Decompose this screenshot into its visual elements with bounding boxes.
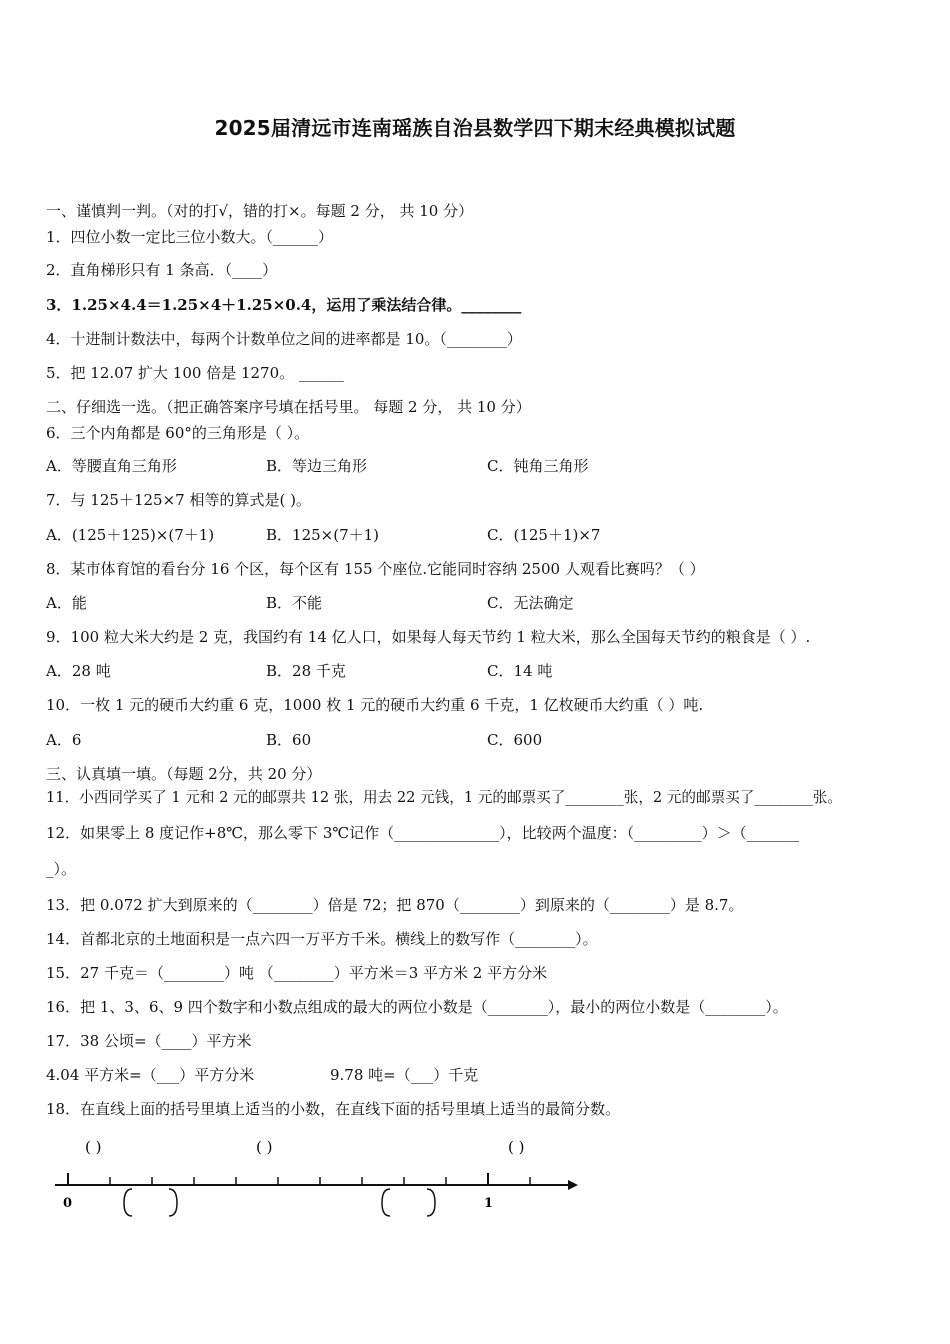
question-9: 9．100 粒大米大约是 2 克，我国约有 14 亿人口，如果每人每天节约 1 粒大米，那么全国每天节约的粮食是（ ）.	[46, 628, 811, 646]
question-13: 13．把 0.072 扩大到原来的（________）倍是 72；把 870（________）到原来的（________）是 8.7。	[46, 896, 744, 914]
q9-option-c: C．14 吨	[487, 662, 553, 680]
q10-option-b: B．60	[266, 731, 312, 749]
question-7: 7．与 125＋125×7 相等的算式是( )。	[46, 491, 311, 509]
question-12: 12．如果零上 8 度记作+8℃，那么零下 3℃记作（______________），比较两个温度：（_________）＞（_______	[46, 824, 800, 842]
question-2: 2．直角梯形只有 1 条高．（____）	[46, 261, 278, 279]
top-blank-2: ( )	[256, 1138, 273, 1156]
q7-option-a: A．(125＋125)×(7＋1)	[46, 526, 215, 544]
question-10: 10．一枚 1 元的硬币大约重 6 克，1000 枚 1 元的硬币大约重 6 千克，1 亿枚硬币大约重（ ）吨.	[46, 696, 704, 714]
bottom-bracket-1-left	[124, 1189, 132, 1216]
question-8: 8．某市体育馆的看台分 16 个区，每个区有 155 个座位.它能同时容纳 2500 人观看比赛吗？（ ）	[46, 560, 705, 578]
q7-option-b: B．125×(7＋1)	[266, 526, 380, 544]
q9-option-b: B．28 千克	[266, 662, 346, 680]
q10-option-c: C．600	[487, 731, 543, 749]
q8-option-c: C．无法确定	[487, 594, 574, 612]
question-17-part-b: 4.04 平方米=（___）平方分米	[46, 1066, 255, 1084]
q10-option-a: A．6	[46, 731, 82, 749]
question-14: 14．首都北京的土地面积是一点六四一万平方千米。横线上的数写作（________）。	[46, 930, 598, 948]
question-18: 18．在直线上面的括号里填上适当的小数，在直线下面的括号里填上适当的最简分数。	[46, 1100, 621, 1118]
number-line-arrow	[568, 1180, 578, 1190]
question-17-part-c: 9.78 吨=（___）千克	[330, 1066, 479, 1084]
q8-option-a: A．能	[46, 594, 87, 612]
question-4: 4．十进制计数法中，每两个计数单位之间的进率都是 10。（________）	[46, 330, 522, 348]
question-3: 3．1.25×4.4＝1.25×4＋1.25×0.4，运用了乘法结合律。________	[46, 296, 522, 314]
question-16: 16．把 1、3、6、9 四个数字和小数点组成的最大的两位小数是（________），最小的两位小数是（________）。	[46, 998, 788, 1016]
question-12-continued: _）。	[46, 860, 77, 878]
number-line-ticks	[68, 1173, 530, 1185]
section-2-heading: 二、仔细选一选。（把正确答案序号填在括号里。 每题 2 分， 共 10 分）	[46, 398, 531, 416]
label-zero: 0	[63, 1196, 73, 1211]
section-1-heading: 一、谨慎判一判。（对的打√，错的打×。每题 2 分， 共 10 分）	[46, 202, 474, 220]
bottom-bracket-1-right	[169, 1189, 177, 1216]
q9-option-a: A．28 吨	[46, 662, 111, 680]
bottom-bracket-2-left	[382, 1189, 390, 1216]
question-17: 17．38 公顷=（____）平方米	[46, 1032, 252, 1050]
question-1: 1．四位小数一定比三位小数大。（______）	[46, 228, 334, 246]
top-blank-1: ( )	[85, 1138, 102, 1156]
q6-option-a: A．等腰直角三角形	[46, 457, 177, 475]
page-title: 2025届清远市连南瑶族自治县数学四下期末经典模拟试题	[214, 116, 736, 140]
question-11: 11．小西同学买了 1 元和 2 元的邮票共 12 张，用去 22 元钱，1 元的邮票买了________张，2 元的邮票买了________张。	[46, 789, 842, 806]
number-line-figure	[0, 1125, 950, 1245]
label-one: 1	[484, 1196, 494, 1211]
question-6: 6．三个内角都是 60°的三角形是（ ）。	[46, 424, 310, 442]
bottom-bracket-2-right	[427, 1189, 435, 1216]
q6-option-c: C．钝角三角形	[487, 457, 589, 475]
question-15: 15．27 千克＝（________）吨 （________）平方米＝3 平方米 2 平方分米	[46, 964, 548, 982]
q8-option-b: B．不能	[266, 594, 323, 612]
q7-option-c: C．(125＋1)×7	[487, 526, 601, 544]
question-5: 5．把 12.07 扩大 100 倍是 1270。 ______	[46, 364, 344, 382]
section-3-heading: 三、认真填一填。（每题 2分，共 20 分）	[46, 765, 322, 783]
top-blank-3: ( )	[508, 1138, 525, 1156]
q6-option-b: B．等边三角形	[266, 457, 368, 475]
